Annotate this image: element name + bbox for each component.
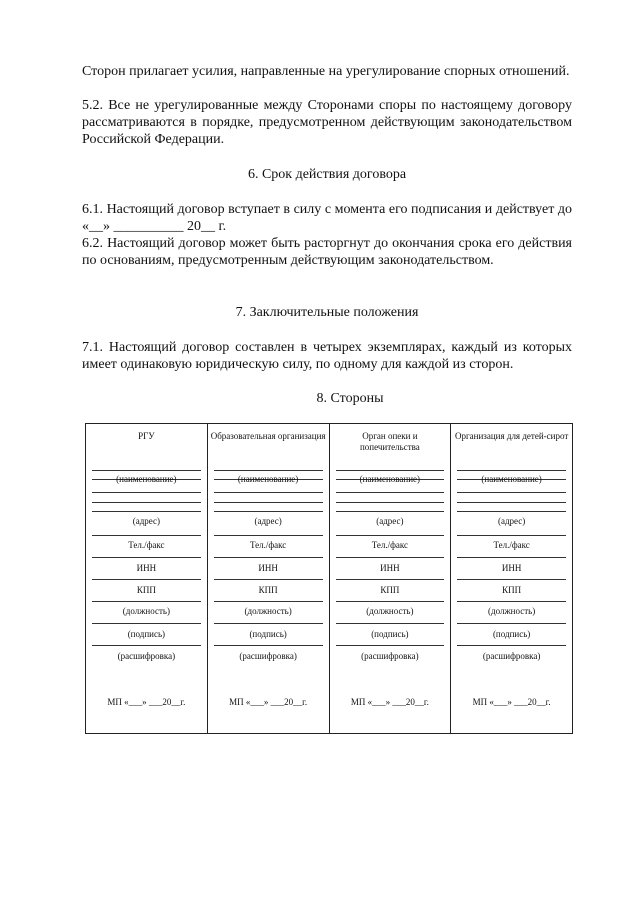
party-column — [86, 424, 208, 734]
blank-line — [457, 645, 566, 646]
seal-date-line: МП «___» ___20__г. — [350, 697, 429, 707]
blank-line — [214, 579, 323, 580]
paragraph-6-1: 6.1. Настоящий договор вступает в силу с момента его подписания и действует до «__» __________ 20__ г. — [82, 202, 572, 234]
blank-line — [336, 601, 445, 602]
field-label-position: (должность) — [488, 606, 536, 616]
blank-line — [92, 579, 201, 580]
heading-section-7: 7. Заключительные положения — [235, 305, 419, 320]
blank-line — [336, 645, 445, 646]
paragraph-7-1: 7.1. Настоящий договор составлен в четырех экземплярах, каждый из которых имеет одинаковую юридическую силу, по одному для каждой из сторон. — [82, 340, 572, 372]
blank-line — [92, 492, 201, 493]
blank-line — [336, 470, 445, 471]
blank-line — [214, 511, 323, 512]
parties-table — [85, 423, 573, 734]
field-label-signature: (подпись) — [371, 629, 409, 639]
blank-line — [336, 511, 445, 512]
heading-section-6: 6. Срок действия договора — [247, 167, 407, 182]
blank-line — [457, 601, 566, 602]
blank-line — [457, 492, 566, 493]
blank-line — [92, 557, 201, 558]
party-title: РГУ — [138, 431, 155, 441]
field-label-address: (адрес) — [132, 516, 161, 526]
paragraph-5-1-end: Сторон прилагает усилия, направленные на урегулирование спорных отношений. — [82, 64, 570, 79]
field-label-decode: (расшифровка) — [482, 651, 541, 661]
blank-line — [92, 511, 201, 512]
blank-line — [92, 623, 201, 624]
field-label-phone: Тел./факс — [249, 540, 287, 550]
blank-line — [214, 470, 323, 471]
field-label-kpp: КПП — [502, 585, 522, 595]
field-label-position: (должность) — [244, 606, 292, 616]
blank-line — [336, 535, 445, 536]
blank-line — [92, 470, 201, 471]
blank-line — [457, 623, 566, 624]
field-label-name: (наименование) — [116, 474, 177, 484]
field-label-inn: ИНН — [136, 563, 157, 573]
field-label-phone: Тел./факс — [371, 540, 409, 550]
blank-line — [214, 557, 323, 558]
blank-line — [214, 623, 323, 624]
field-label-signature: (подпись) — [249, 629, 287, 639]
field-label-kpp: КПП — [136, 585, 156, 595]
blank-line — [457, 470, 566, 471]
blank-line — [457, 502, 566, 503]
field-label-position: (должность) — [122, 606, 170, 616]
field-label-inn: ИНН — [380, 563, 400, 573]
blank-line — [214, 601, 323, 602]
blank-line — [214, 492, 323, 493]
field-label-phone: Тел./факс — [128, 540, 165, 550]
field-label-kpp: КПП — [380, 585, 400, 595]
party-column — [207, 424, 329, 734]
seal-date-line: МП «___» ___20__г. — [472, 697, 551, 707]
field-label-decode: (расшифровка) — [239, 651, 297, 661]
blank-line — [336, 557, 445, 558]
field-label-address: (адрес) — [497, 516, 526, 526]
blank-line — [92, 502, 201, 503]
party-title: Организация для детей-сирот — [454, 431, 569, 441]
party-column — [451, 424, 573, 734]
field-label-decode: (расшифровка) — [361, 651, 419, 661]
blank-line — [457, 535, 566, 536]
heading-section-8: 8. Стороны — [316, 391, 384, 406]
field-label-address: (адрес) — [254, 516, 282, 526]
field-label-name: (наименование) — [237, 474, 299, 484]
paragraph-6-2: 6.2. Настоящий договор может быть расторгнут до окончания срока его действия по основаниям, предусмотренным действующим законодательством. — [82, 236, 572, 268]
seal-date-line: МП «___» ___20__г. — [107, 697, 186, 707]
blank-line — [214, 502, 323, 503]
blank-line — [336, 579, 445, 580]
field-label-kpp: КПП — [258, 585, 278, 595]
field-label-name: (наименование) — [359, 474, 421, 484]
blank-line — [92, 645, 201, 646]
seal-date-line: МП «___» ___20__г. — [229, 697, 308, 707]
party-column — [329, 424, 451, 734]
field-label-inn: ИНН — [258, 563, 278, 573]
blank-line — [457, 579, 566, 580]
blank-line — [457, 557, 566, 558]
field-label-phone: Тел./факс — [493, 540, 530, 550]
field-label-inn: ИНН — [501, 563, 522, 573]
party-title: Образовательная организация — [210, 431, 326, 441]
blank-line — [92, 535, 201, 536]
party-title: Орган опеки и попечительства — [359, 431, 420, 452]
paragraph-5-2: 5.2. Все не урегулированные между Сторонами споры по настоящему договору рассматриваются в порядке, предусмотренном действующим законодательством Российской Федерации. — [82, 98, 572, 147]
field-label-address: (адрес) — [376, 516, 404, 526]
field-label-signature: (подпись) — [127, 629, 166, 639]
blank-line — [457, 511, 566, 512]
field-label-name: (наименование) — [481, 474, 542, 484]
blank-line — [92, 601, 201, 602]
blank-line — [214, 645, 323, 646]
blank-line — [214, 535, 323, 536]
blank-line — [336, 492, 445, 493]
blank-line — [336, 623, 445, 624]
blank-line — [336, 502, 445, 503]
field-label-signature: (подпись) — [492, 629, 531, 639]
field-label-decode: (расшифровка) — [117, 651, 176, 661]
field-label-position: (должность) — [366, 606, 414, 616]
